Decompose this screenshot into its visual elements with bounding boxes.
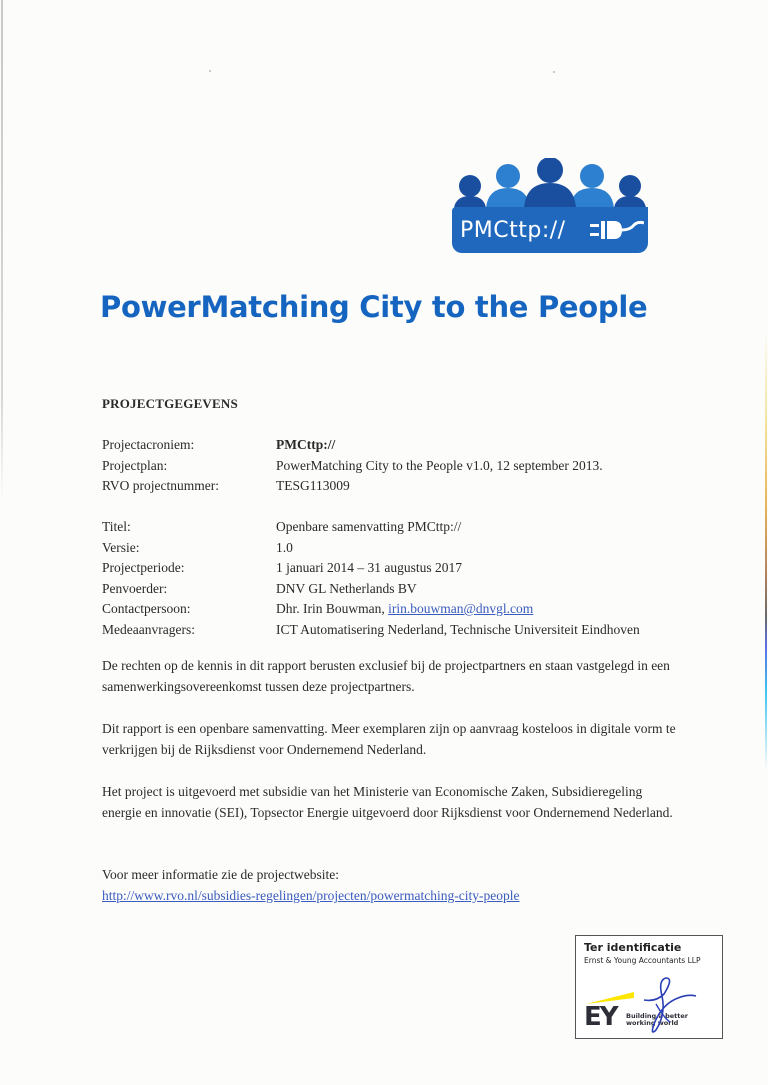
info-value: PMCttp://: [276, 437, 336, 452]
info-value: [276, 599, 533, 620]
pmcttp-logo: [450, 158, 650, 254]
stamp-title: Ter identificatie: [584, 941, 682, 954]
info-value: 1.0: [276, 539, 293, 555]
info-row-title: [102, 517, 640, 538]
more-info-paragraph: [102, 864, 682, 906]
info-label: RVO projectnummer:: [102, 478, 220, 493]
info-row-projectplan: [102, 456, 603, 477]
signature-icon: [634, 974, 704, 1036]
info-label: Medeaanvragers:: [102, 621, 195, 637]
info-value: Openbare samenvatting PMCttp://: [276, 519, 462, 534]
scan-edge-left: [1, 0, 3, 500]
identification-stamp: [575, 935, 723, 1039]
project-website-link[interactable]: http://www.rvo.nl/subsidies-regelingen/projecten/powermatching-city-people: [102, 888, 520, 903]
info-label: Penvoerder:: [102, 580, 168, 596]
ey-tagline-line2: working world: [626, 1019, 679, 1027]
info-row-version: [102, 538, 640, 559]
info-row-acronym: [102, 435, 603, 456]
rights-paragraph: [102, 655, 682, 697]
stamp-subtitle: Ernst & Young Accountants LLP: [584, 956, 701, 965]
info-label: Versie:: [102, 539, 140, 555]
report-info-table: [102, 517, 640, 640]
info-label: Projectacroniem:: [102, 437, 195, 452]
scan-edge-right: [765, 330, 767, 770]
info-row-contact: [102, 599, 640, 620]
info-label: Projectplan:: [102, 457, 168, 473]
public-summary-text: Dit rapport is een openbare samenvatting. Meer exemplaren zijn op aanvraag kosteloos in digitale vorm te verkrijgen bij de Rijksdienst voor Ondernemend Nederland.: [102, 721, 676, 757]
ey-logo-letters: EY: [584, 1002, 617, 1032]
scan-speck: [553, 71, 555, 73]
plug-icon: [588, 217, 644, 243]
info-value: PowerMatching City to the People v1.0, 12 september 2013.: [276, 457, 603, 473]
project-info-table: [102, 435, 603, 497]
subsidy-paragraph: [102, 781, 682, 823]
info-value: TESG113009: [276, 478, 350, 493]
contact-email-link[interactable]: irin.bouwman@dnvgl.com: [388, 601, 534, 616]
info-row-rvo-number: [102, 476, 603, 497]
people-icon: [450, 158, 650, 208]
info-row-period: [102, 558, 640, 579]
info-label: Titel:: [102, 519, 131, 534]
info-value: DNV GL Netherlands BV: [276, 580, 417, 596]
subsidy-text: Het project is uitgevoerd met subsidie van het Ministerie van Economische Zaken, Subsidieregeling energie en innovatie (SEI), Topsector Energie uitgevoerd door Rijksdienst voor Ondernemend Nederland.: [102, 784, 673, 820]
ey-tagline-line1: Building a better: [626, 1012, 689, 1020]
rights-text: De rechten op de kennis in dit rapport berusten exclusief bij de projectpartners en staan vastgelegd in een samenwerkingsovereenkomst tussen deze projectpartners.: [102, 658, 670, 694]
info-label: Contactpersoon:: [102, 601, 191, 616]
logo-band: [452, 207, 648, 253]
more-info-text: Voor meer informatie zie de projectwebsite:: [102, 867, 340, 882]
info-value: 1 januari 2014 – 31 augustus 2017: [276, 560, 462, 575]
info-value: ICT Automatisering Nederland, Technische Universiteit Eindhoven: [276, 621, 640, 637]
section-heading: PROJECTGEGEVENS: [102, 396, 238, 411]
public-summary-paragraph: [102, 718, 682, 760]
document-title: PowerMatching City to the People: [100, 290, 648, 324]
info-row-lead: [102, 579, 640, 600]
scan-speck: [209, 70, 211, 72]
contact-name: Dhr. Irin Bouwman,: [276, 601, 389, 616]
info-label: Projectperiode:: [102, 560, 185, 575]
info-row-co-applicants: [102, 620, 640, 641]
logo-text: PMCttp://: [460, 217, 566, 243]
